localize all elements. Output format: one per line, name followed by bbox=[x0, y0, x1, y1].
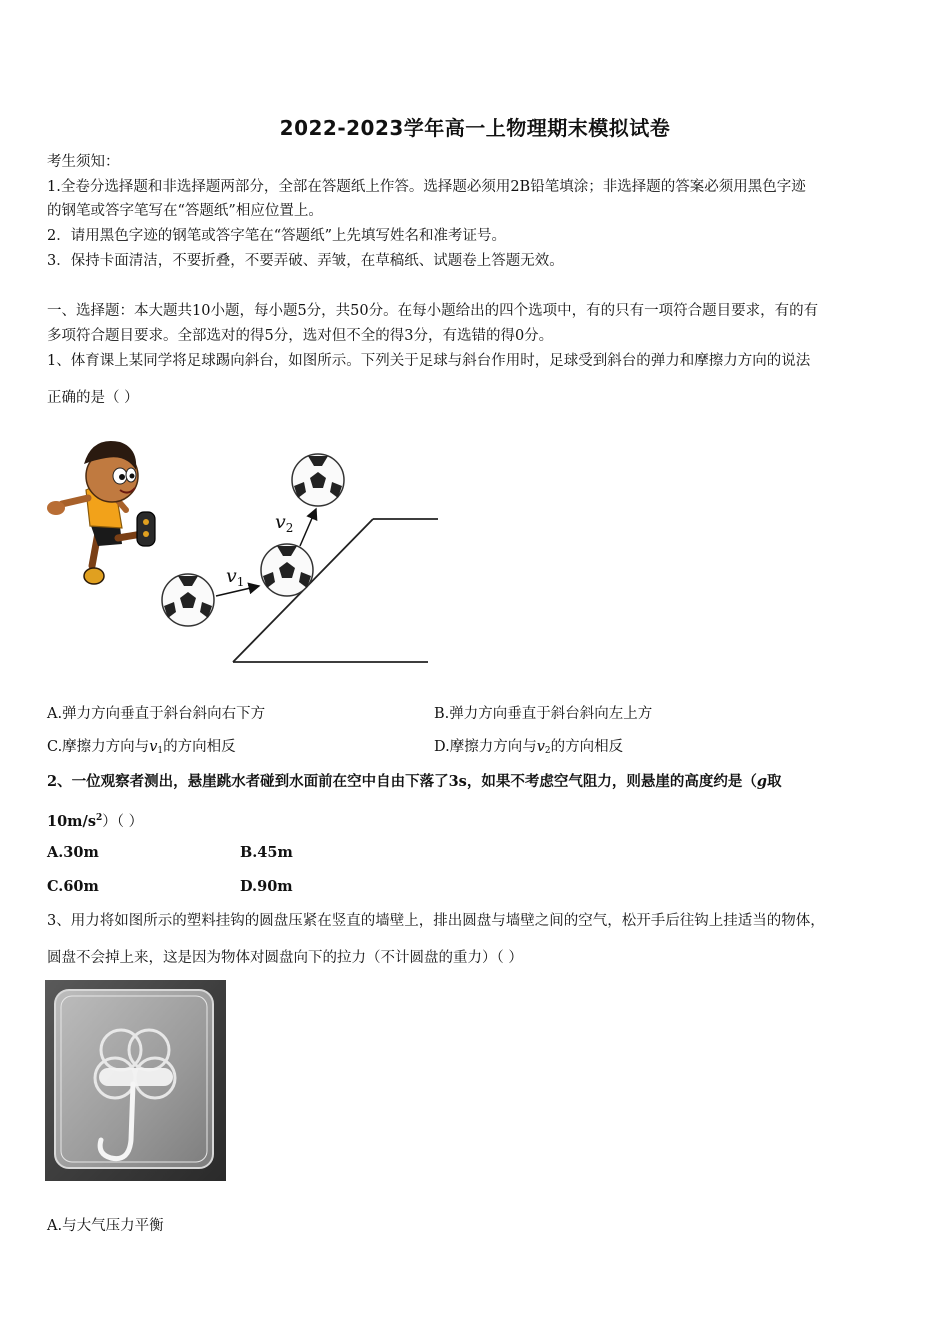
notice-item-1-line-1: 1.全卷分选择题和非选择题两部分，全部在答题纸上作答。选择题必须用2B铅笔填涂；非选择题的答案必须用黑色字迹 bbox=[47, 179, 806, 195]
section-heading-line-1: 一、选择题：本大题共10小题，每小题5分，共50分。在每小题给出的四个选项中，有的只有一项符合题目要求，有的有 bbox=[47, 303, 819, 319]
slope-outline bbox=[233, 519, 438, 662]
question-3-option-a: A.与大气压力平衡 bbox=[47, 1218, 164, 1234]
question-1-option-a: A.弹力方向垂直于斜台斜向右下方 bbox=[47, 706, 266, 722]
question-2-option-c: C.60m bbox=[47, 878, 99, 895]
boy-kicking-illustration bbox=[47, 441, 155, 584]
notice-item-1-line-2: 的钢笔或答字笔写在“答题纸”相应位置上。 bbox=[47, 203, 323, 219]
question-1-option-b: B.弹力方向垂直于斜台斜向左上方 bbox=[434, 706, 653, 722]
question-2-line-1: 2、一位观察者测出，悬崖跳水者碰到水面前在空中自由下落了3s，如果不考虑空气阻力，则悬崖的高度约是（g取 bbox=[47, 773, 782, 790]
page-title: 2022-2023学年高一上物理期末模拟试卷 bbox=[279, 116, 671, 140]
ball-2 bbox=[261, 544, 313, 596]
question-2-option-b: B.45m bbox=[240, 844, 293, 861]
ball-3 bbox=[292, 454, 344, 506]
notice-heading: 考生须知： bbox=[47, 154, 120, 170]
question-2-line-2: $10m/s^2$）（ ） bbox=[47, 813, 144, 830]
question-1-option-c: C.摩擦力方向与$v_1$的方向相反 bbox=[47, 739, 236, 756]
question-1-figure bbox=[40, 428, 450, 673]
question-1-line-1: 1、体育课上某同学将足球踢向斜台，如图所示。下列关于足球与斜台作用时，足球受到斜台的弹力和摩擦力方向的说法 bbox=[47, 353, 811, 369]
notice-item-2: 2．请用黑色字迹的钢笔或答字笔在“答题纸”上先填写姓名和准考证号。 bbox=[47, 228, 507, 244]
question-3-line-1: 3、用力将如图所示的塑料挂钩的圆盘压紧在竖直的墙壁上，排出圆盘与墙壁之间的空气，松开手后往钩上挂适当的物体， bbox=[47, 913, 825, 929]
v1-label: $v_1$ bbox=[226, 565, 245, 589]
ball-1 bbox=[162, 574, 214, 626]
question-2-option-a: A.30m bbox=[47, 844, 99, 861]
question-1-line-2: 正确的是（ ） bbox=[47, 390, 139, 406]
question-3-line-2: 圆盘不会掉上来，这是因为物体对圆盘向下的拉力（不计圆盘的重力）（ ） bbox=[47, 950, 523, 966]
v2-arrow bbox=[300, 509, 316, 546]
question-1-option-d: D.摩擦力方向与$v_2$的方向相反 bbox=[434, 739, 624, 756]
notice-item-3: 3．保持卡面清洁，不要折叠，不要弄破、弄皱，在草稿纸、试题卷上答题无效。 bbox=[47, 253, 564, 269]
section-heading-line-2: 多项符合题目要求。全部选对的得5分，选对但不全的得3分，有选错的得0分。 bbox=[47, 328, 554, 344]
question-2-option-d: D.90m bbox=[240, 878, 293, 895]
plastic-hook-photo bbox=[45, 980, 226, 1181]
v2-label: $v_2$ bbox=[275, 511, 294, 535]
